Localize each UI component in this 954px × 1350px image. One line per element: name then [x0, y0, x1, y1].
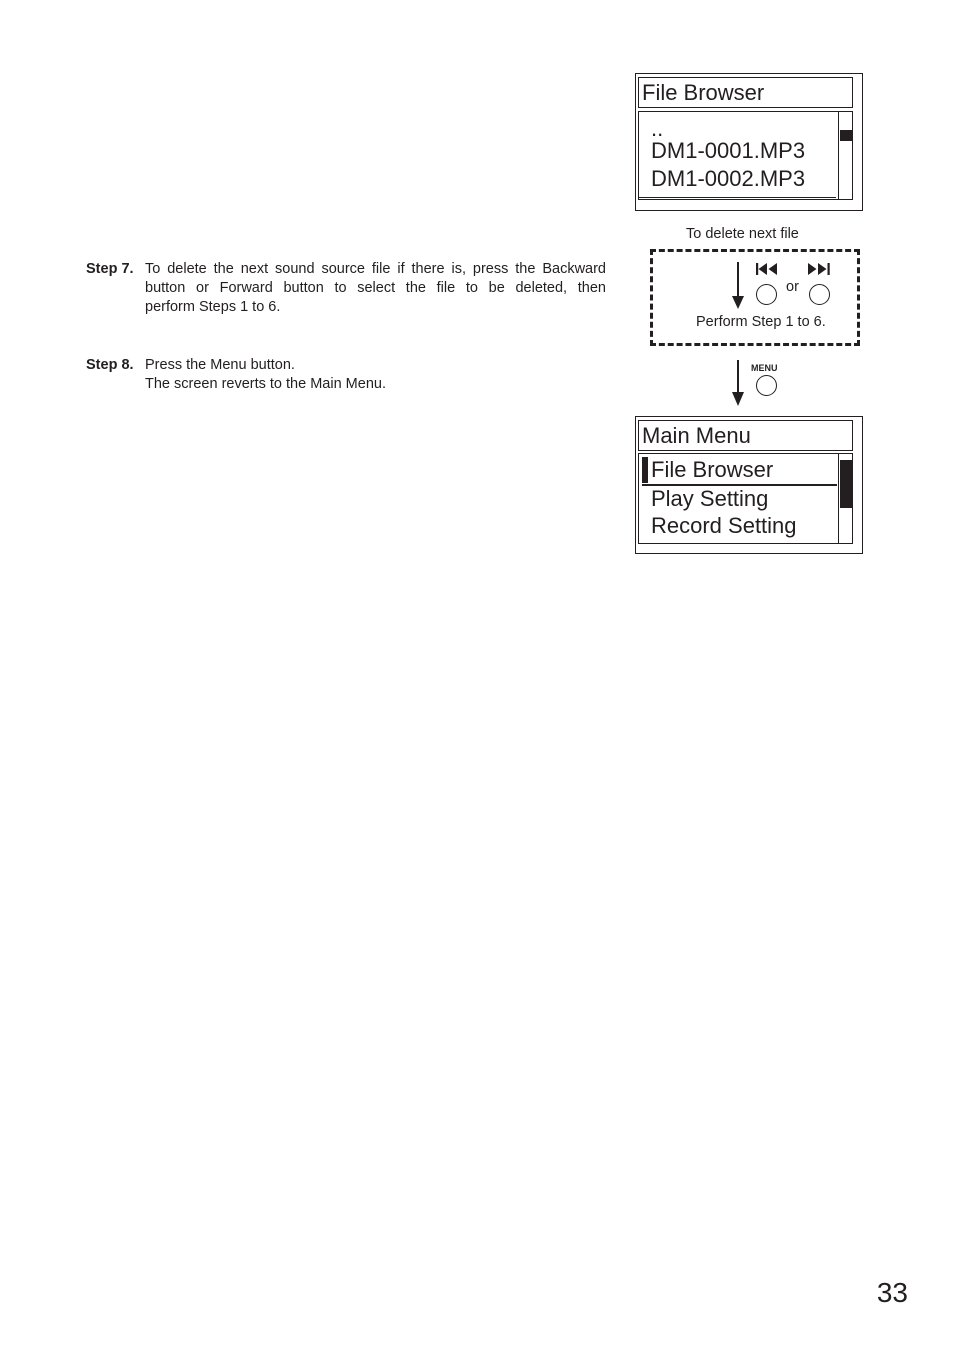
list-item-file: DM1-0002.MP3: [651, 166, 806, 191]
scrollbar-thumb: [840, 130, 852, 141]
down-arrow-icon: [730, 360, 746, 408]
screen-title: File Browser: [638, 77, 853, 108]
menu-button[interactable]: [756, 375, 777, 396]
or-text: or: [786, 279, 799, 295]
selection-cursor: [642, 457, 648, 483]
step-8: [86, 356, 606, 394]
scrollbar-divider: [838, 112, 839, 199]
perform-steps-text: Perform Step 1 to 6.: [696, 314, 826, 330]
scrollbar-thumb: [840, 460, 852, 508]
step-line: Press the Menu button.: [145, 357, 295, 373]
step-line: To delete the next sound source file if there is, press the Backward: [145, 261, 606, 277]
menu-list: [638, 453, 853, 544]
menu-item-record-setting: Record Setting: [651, 513, 797, 538]
file-browser-screen: [635, 73, 863, 211]
list-item-parent: ..: [651, 116, 664, 141]
menu-button-label: MENU: [751, 363, 778, 373]
main-menu-screen: [635, 416, 863, 554]
skip-forward-icon: [808, 263, 830, 275]
menu-item-play-setting: Play Setting: [651, 486, 769, 511]
down-arrow-icon: [730, 262, 746, 310]
step-text: [145, 260, 606, 317]
forward-button[interactable]: [809, 284, 830, 305]
step-line: button or Forward button to select the file to be deleted, then: [145, 280, 606, 296]
step-line: perform Steps 1 to 6.: [145, 299, 281, 315]
list-underline: [639, 197, 836, 198]
menu-item-file-browser: File Browser: [651, 457, 774, 482]
step-line: The screen reverts to the Main Menu.: [145, 376, 386, 392]
backward-button[interactable]: [756, 284, 777, 305]
step-label: Step 7.: [86, 261, 134, 277]
file-list: [638, 111, 853, 200]
step-7: [86, 260, 606, 317]
page-number: 33: [876, 1277, 908, 1308]
step-label: Step 8.: [86, 357, 134, 373]
step-text: [145, 356, 606, 394]
screen-title: Main Menu: [638, 420, 853, 451]
skip-backward-icon: [756, 263, 778, 275]
flow-caption: To delete next file: [686, 226, 799, 242]
scrollbar-divider: [838, 454, 839, 543]
list-item-file: DM1-0001.MP3: [651, 138, 806, 163]
